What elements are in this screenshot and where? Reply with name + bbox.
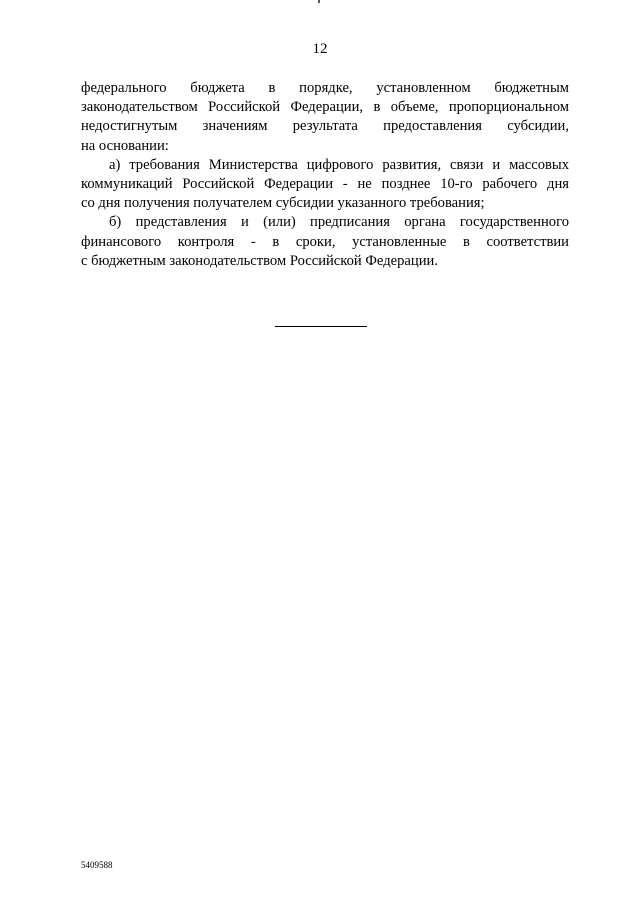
document-code: 5409588 [81, 860, 113, 870]
text-line: коммуникаций Российской Федерации - не позднее 10-го рабочего дня [81, 176, 569, 193]
end-divider [275, 326, 367, 327]
text-line: законодательством Российской Федерации, в объеме, пропорциональном [81, 99, 569, 116]
paragraph-continuation [81, 79, 569, 156]
text-line: со дня получения получателем субсидии указанного требования; [81, 195, 485, 212]
paragraph-item-a [81, 156, 569, 214]
text-line: на основании: [81, 137, 169, 154]
text-line: недостигнутым значениям результата предоставления субсидии, [81, 118, 569, 135]
paragraph-item-b [81, 213, 569, 271]
text-line: с бюджетным законодательством Российской Федерации. [81, 252, 438, 269]
text-line: б) представления и (или) предписания органа государственного [109, 214, 569, 231]
text-line: финансового контроля - в сроки, установленные в соответствии [81, 233, 569, 250]
scan-mark [318, 0, 320, 3]
page-number: 12 [312, 41, 328, 57]
document-body [81, 79, 569, 271]
text-line: федерального бюджета в порядке, установленном бюджетным [81, 80, 569, 96]
text-line: а) требования Министерства цифрового развития, связи и массовых [109, 156, 569, 173]
